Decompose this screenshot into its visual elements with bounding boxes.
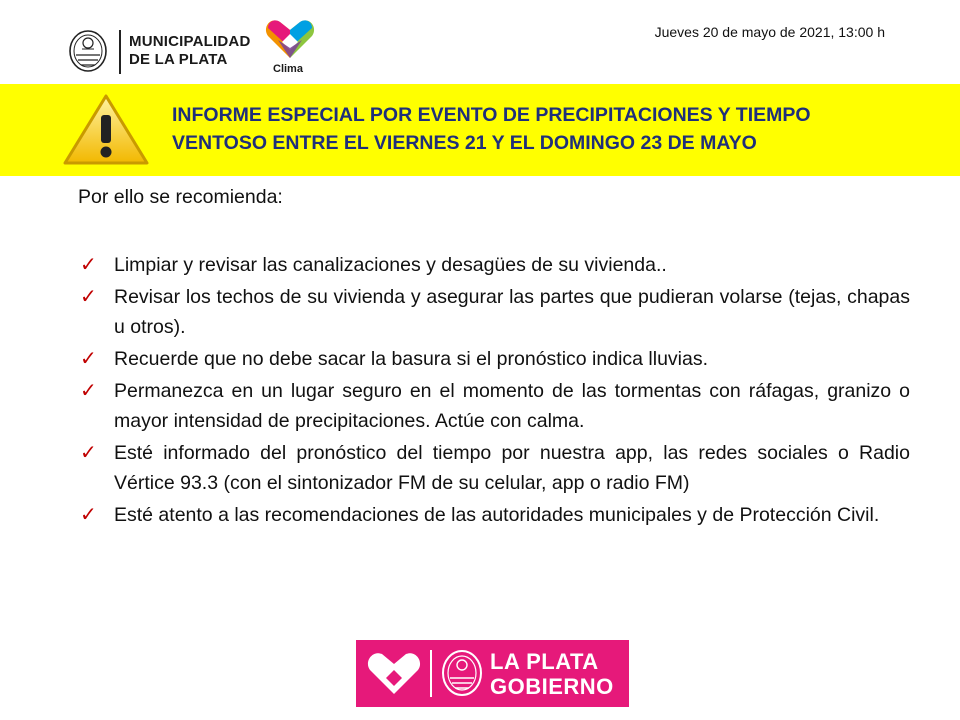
municipality-line1: MUNICIPALIDAD: [129, 33, 251, 50]
recommendation-text: Revisar los techos de su vivienda y asegurar las partes que pudieran volarse (tejas, chapas u otros).: [114, 286, 910, 338]
list-item: [78, 282, 910, 342]
municipal-seal-icon: [440, 648, 484, 698]
footer-line1: LA PLATA: [490, 649, 599, 674]
alert-title-line1: INFORME ESPECIAL POR EVENTO DE PRECIPITACIONES Y TIEMPO: [172, 104, 811, 126]
heart-logo-icon: [364, 648, 424, 698]
clima-heart-logo-icon: [264, 18, 316, 60]
list-item: [78, 500, 910, 530]
list-item: [78, 438, 910, 498]
recommendations-list: [78, 250, 910, 532]
alert-title-line2: VENTOSO ENTRE EL VIERNES 21 Y EL DOMINGO 23 DE MAYO: [172, 132, 757, 154]
municipality-line2: DE LA PLATA: [129, 51, 228, 68]
page-header: [0, 0, 960, 84]
checkmark-icon: ✓: [80, 348, 97, 370]
recommendation-text: Limpiar y revisar las canalizaciones y desagües de su vivienda..: [114, 254, 667, 276]
footer-line2: GOBIERNO: [490, 674, 614, 699]
recommendation-text: Esté informado del pronóstico del tiempo por nuestra app, las redes sociales o Radio Vértice 93.3 (con el sintonizador FM de su celular, app o radio FM): [114, 442, 910, 494]
recommendation-text: Permanezca en un lugar seguro en el momento de las tormentas con ráfagas, granizo o mayor intensidad de precipitaciones. Actúe con calma.: [114, 380, 910, 432]
checkmark-icon: ✓: [80, 286, 97, 308]
list-item: [78, 376, 910, 436]
list-item: [78, 250, 910, 280]
list-item: [78, 344, 910, 374]
header-divider: [119, 30, 121, 74]
municipal-seal-icon: [68, 29, 108, 73]
checkmark-icon: ✓: [80, 254, 97, 276]
checkmark-icon: ✓: [80, 442, 97, 464]
municipality-wordmark: [129, 33, 250, 69]
clima-label: Clima: [273, 63, 303, 75]
footer-wordmark: [490, 649, 614, 699]
checkmark-icon: ✓: [80, 504, 97, 526]
report-datestamp: Jueves 20 de mayo de 2021, 13:00 h: [654, 24, 885, 40]
recommendation-text: Esté atento a las recomendaciones de las autoridades municipales y de Protección Civil.: [114, 504, 880, 526]
footer-divider: [430, 650, 432, 697]
la-plata-gobierno-logo: [356, 640, 629, 707]
alert-title: [172, 101, 912, 157]
recommendation-text: Recuerde que no debe sacar la basura si el pronóstico indica lluvias.: [114, 348, 709, 370]
warning-icon: [62, 93, 150, 167]
checkmark-icon: ✓: [80, 380, 97, 402]
recommendations-intro: Por ello se recomienda:: [78, 186, 283, 208]
